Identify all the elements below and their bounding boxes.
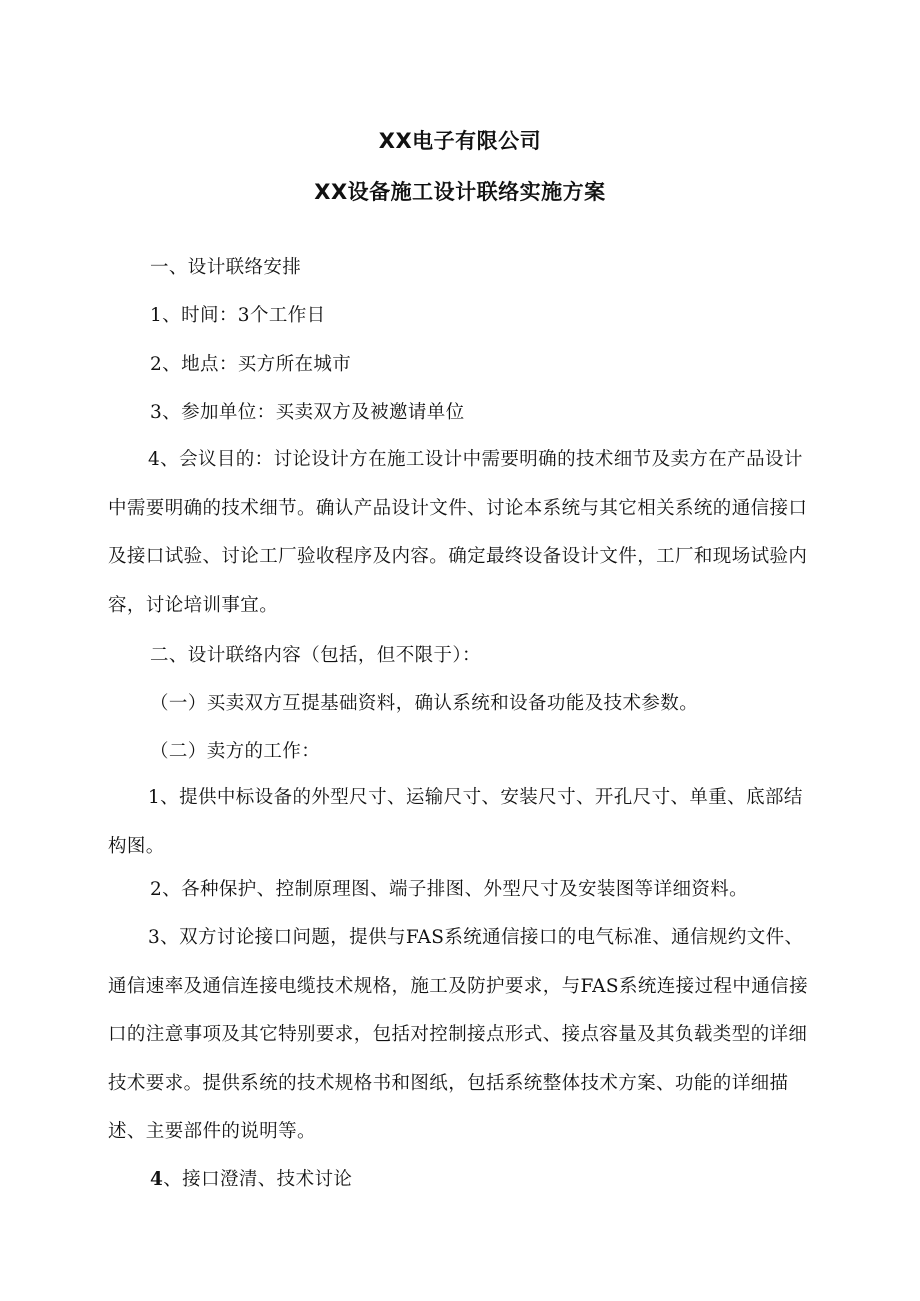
section2-item3: 3、双方讨论接口问题，提供与FAS系统通信接口的电气标准、通信规约文件、通信速率及通信连接电缆技术规格，施工及防护要求，与FAS系统连接过程中通信接口的注意事项及其它特别要求，包括对控制接点形式、接点容量及其负载类型的详细技术要求。提供系统的技术规格书和图纸，包括系统整体技术方案、功能的详细描述、主要部件的说明等。 — [108, 927, 808, 1142]
section1-time: 1、时间：3个工作日 — [150, 305, 326, 326]
section2-item2: 2、各种保护、控制原理图、端子排图、外型尺寸及安装图等详细资料。 — [150, 879, 749, 900]
section2-heading: 二、设计联络内容（包括，但不限于）： — [150, 645, 481, 666]
section2-sub1: （一）买卖双方互提基础资料，确认系统和设备功能及技术参数。 — [150, 693, 699, 714]
section2-item4-text: 、接口澄清、技术讨论 — [163, 1169, 353, 1190]
section2-sub2: （二）卖方的工作： — [150, 741, 321, 762]
section1-purpose: 4、会议目的：讨论设计方在施工设计中需要明确的技术细节及卖方在产品设计中需要明确的技术细节。确认产品设计文件、讨论本系统与其它相关系统的通信接口及接口试验、讨论工厂验收程序及内容。确定最终设备设计文件，工厂和现场试验内容，讨论培训事宜。 — [108, 449, 808, 616]
section1-participants: 3、参加单位：买卖双方及被邀请单位 — [150, 402, 465, 423]
document-title-company: XX电子有限公司 — [378, 129, 542, 153]
section1-place: 2、地点：买方所在城市 — [150, 354, 352, 375]
document-title-plan: XX设备施工设计联络实施方案 — [314, 180, 606, 204]
section2-item4 — [150, 1166, 352, 1194]
section1-heading: 一、设计联络安排 — [150, 257, 302, 278]
section2-item1: 1、提供中标设备的外型尺寸、运输尺寸、安装尺寸、开孔尺寸、单重、底部结构图。 — [108, 787, 803, 857]
section2-item4-number: 4 — [150, 1169, 164, 1190]
